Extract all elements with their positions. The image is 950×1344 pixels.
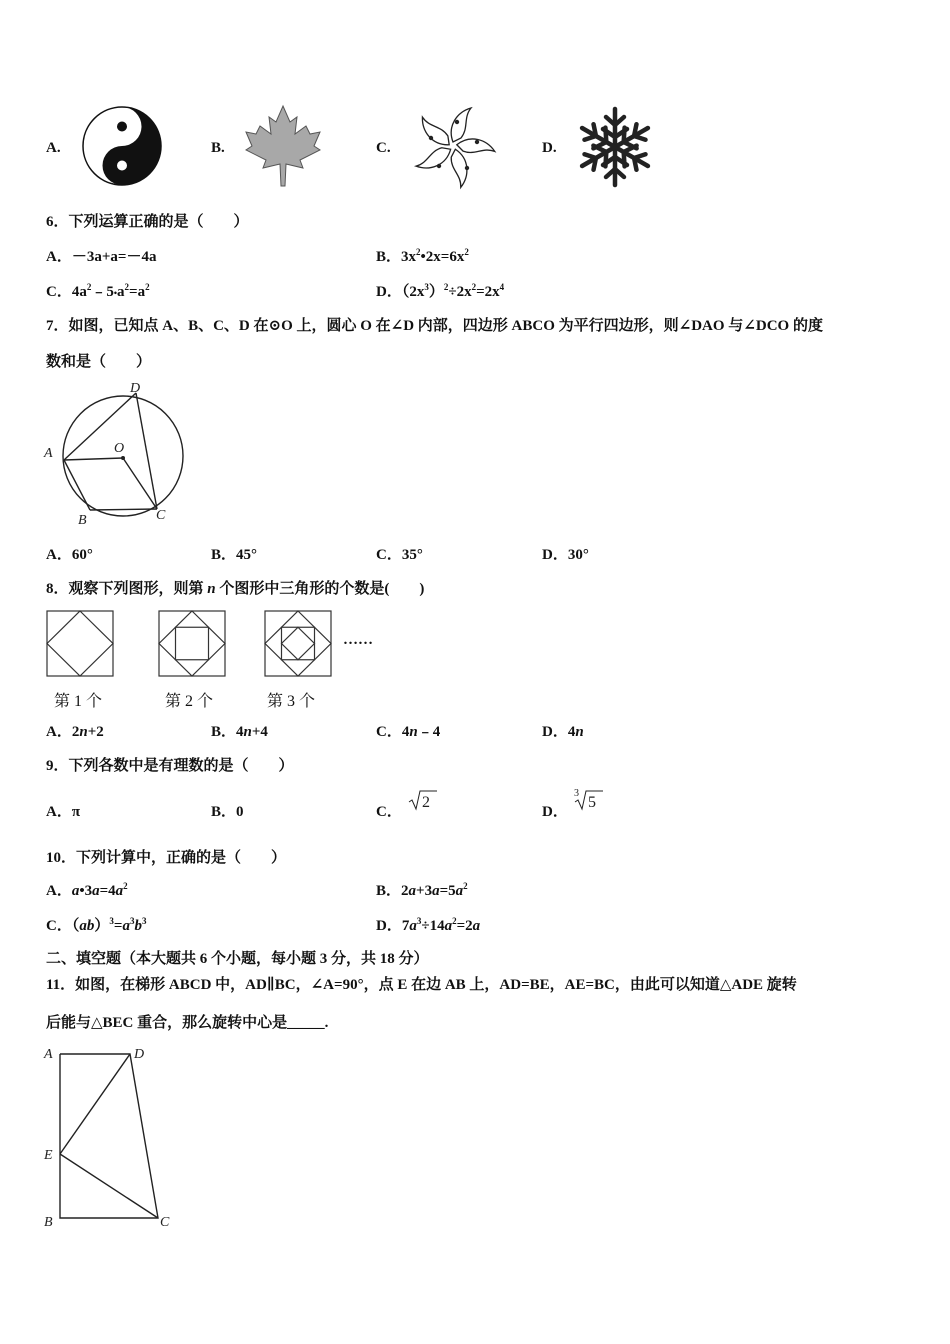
svg-text:5: 5 [588, 794, 596, 811]
q11-stem-line1: 11．如图，在梯形 ABCD 中，AD∥BC，∠A=90°，点 E 在边 AB 上，AD=BE，AE=BC，由此可以知道△ADE 旋转 [46, 977, 797, 993]
q6-stem: 6．下列运算正确的是（ ） [46, 214, 249, 230]
q6-option-a: A．－3a+a=－4a [46, 249, 157, 265]
q7-option-d: D．30° [542, 547, 589, 563]
q11-label-e: E [44, 1148, 53, 1163]
bauhinia-flower-icon [407, 102, 499, 190]
q11-label-d: D [134, 1047, 145, 1062]
q8-ellipsis: …… [343, 632, 373, 648]
q8-caption-1: 第 1 个 [54, 693, 103, 710]
q10-stem: 10．下列计算中，正确的是（ ） [46, 850, 287, 866]
q8-option-c: C．4n﹣4 [376, 724, 441, 740]
q8-figure-2 [158, 610, 228, 678]
svg-text:3: 3 [574, 788, 579, 799]
q7-option-b: B．45° [211, 547, 258, 563]
q7-label-o: O [114, 441, 125, 456]
q7-label-a: A [44, 446, 53, 461]
q8-option-d: D．4n [542, 724, 584, 740]
q7-circle-figure [40, 378, 190, 528]
q10-option-a: A．$a•3a=4a^2$ [46, 881, 128, 899]
q11-label-a: A [44, 1047, 53, 1062]
yin-yang-icon [76, 102, 168, 190]
q7-stem-line1: 7．如图，已知点 A、B、C、D 在⊙O 上，圆心 O 在∠D 内部，四边形 ABCO 为平行四边形，则∠DAO 与∠DCO 的度 [46, 318, 823, 334]
q7-label-d: D [130, 381, 141, 396]
q11-label-b: B [44, 1215, 53, 1230]
q7-label-b: B [78, 513, 87, 528]
q8-stem: 8．观察下列图形，则第 n 个图形中三角形的个数是( ) [46, 581, 425, 597]
q11-label-c: C [160, 1215, 170, 1230]
q9-option-d-letter: D． [542, 804, 568, 820]
q8-figure-1 [46, 610, 116, 678]
q8-caption-3: 第 3 个 [267, 693, 316, 710]
q5-option-d-letter: D. [542, 140, 557, 156]
q7-stem-line2: 数和是（ ） [46, 354, 152, 370]
svg-text:2: 2 [422, 794, 430, 811]
q7-option-a: A．60° [46, 547, 93, 563]
q8-caption-2: 第 2 个 [165, 693, 214, 710]
maple-leaf-icon [240, 102, 326, 188]
q7-option-c: C．35° [376, 547, 423, 563]
q9-option-a: A．π [46, 804, 81, 820]
q8-option-b: B．4n+4 [211, 724, 268, 740]
q9-option-b: B．0 [211, 804, 244, 820]
q6-option-b: B．$3x^2•2x=6x^2$ [376, 247, 469, 265]
q5-option-a-letter: A. [46, 140, 61, 156]
q10-option-d: D．$7a^3\div 14a^2=2a$ [376, 916, 481, 934]
q5-option-b-letter: B. [211, 140, 225, 156]
q10-option-c: C．$(ab)^3=a^3b^3$ [46, 916, 147, 934]
q9-stem: 9．下列各数中是有理数的是（ ） [46, 758, 294, 774]
section2-title: 二、填空题（本大题共 6 个小题，每小题 3 分，共 18 分） [46, 951, 429, 967]
q8-figure-3 [264, 610, 334, 678]
q10-option-b: B．$2a+3a=5a^2$ [376, 881, 468, 899]
q9-option-c-sqrt [408, 788, 438, 812]
snowflake-icon [572, 104, 658, 190]
q6-option-d: D．$(2x^3)^2\div 2x^2=2x^4$ [376, 282, 505, 300]
q11-stem-line2: 后能与△BEC 重合，那么旋转中心是_____. [46, 1015, 329, 1031]
q7-label-c: C [156, 508, 166, 523]
q6-option-c: C．$4a^2﹣5•a^2=a^2$ [46, 282, 150, 300]
q9-option-d-cuberoot [572, 786, 604, 812]
q11-trapezoid-figure [40, 1040, 180, 1230]
q5-option-c-letter: C. [376, 140, 391, 156]
q9-option-c-letter: C． [376, 804, 402, 820]
q8-option-a: A．2n+2 [46, 724, 104, 740]
